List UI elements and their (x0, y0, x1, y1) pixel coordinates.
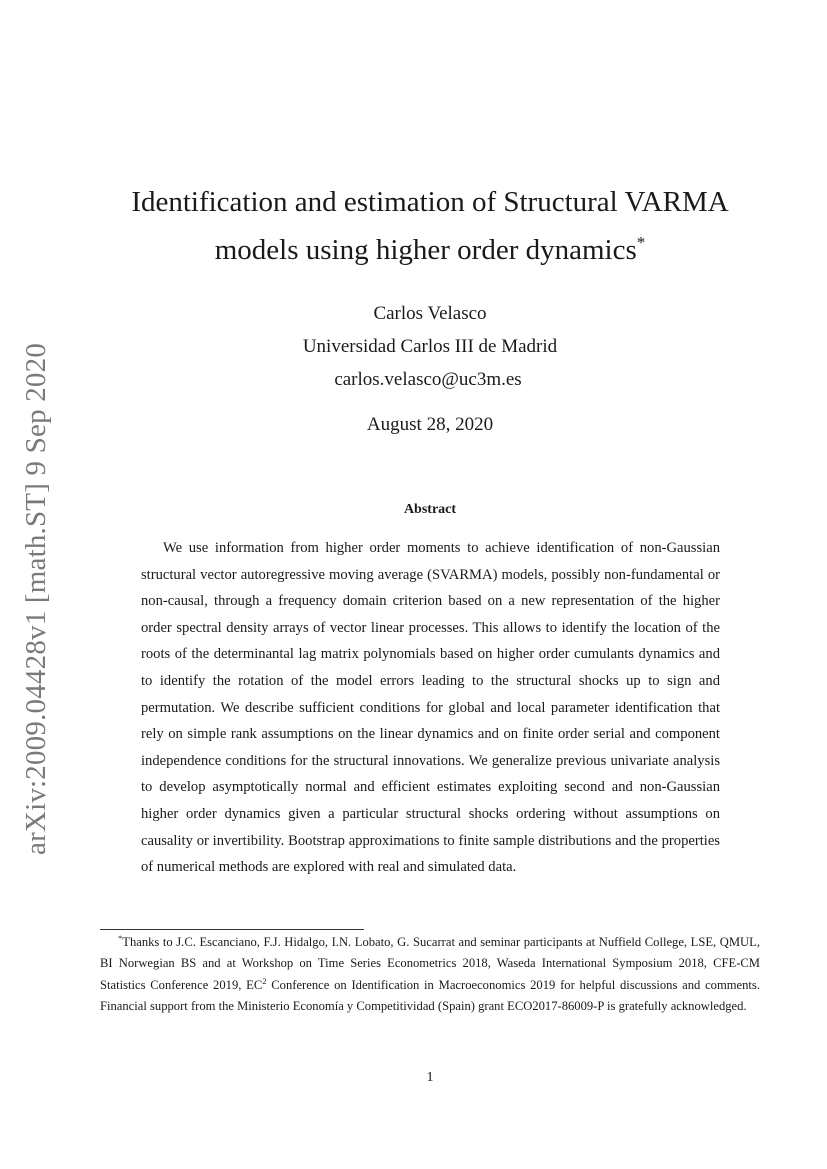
title-footnote (100, 932, 760, 1018)
title-line-2-text: models using higher order dynamics (214, 234, 637, 266)
arxiv-identifier-stamp: arXiv:2009.04428v1 [math.ST] 9 Sep 2020 (20, 342, 52, 855)
footnote-text-part-2: Conference on Identification in Macroeconomics 2019 for helpful discussions and comments. Financial support from the Ministerio Economía y Competitividad (Spain) grant ECO2017-86009-P is gratefully acknowledged. (100, 977, 760, 1014)
paper-title (100, 178, 760, 274)
abstract-heading: Abstract (403, 502, 457, 517)
footnote-text-part-1: Thanks to J.C. Escanciano, F.J. Hidalgo, I.N. Lobato, G. Sucarrat and seminar participants at Nuffield College, LSE, QMUL, BI Norwegian BS and at Workshop on Time Series Econometrics 2018, Waseda International Symposium 2018, CFE-CM Statistics Conference 2019, EC (100, 935, 760, 992)
author-affiliation: Universidad Carlos III de Madrid (302, 336, 558, 357)
title-line-2 (100, 226, 760, 274)
footnote-superscript: 2 (262, 975, 267, 986)
title-footnote-marker: * (636, 233, 646, 252)
abstract-text: We use information from higher order moments to achieve identification of non-Gaussian structural vector autoregressive moving average (SVARMA) models, possibly non-fundamental or non-causal, through a frequency domain criterion based on a new representation of the higher order spectral density arrays of vector linear processes. This allows to identify the location of the roots of the determinantal lag matrix polynomials based on higher order cumulants dynamics and to identify the rotation of the model errors leading to the structural shocks up to sign and permutation. We describe sufficient conditions for global and local parameter identification that rely on simple rank assumptions on the linear dynamics and on finite order serial and component independence conditions for the structural innovations. We generalize previous univariate analysis to develop asymptotically normal and efficient estimates exploiting second and non-Gaussian higher order dynamics given a particular structural shocks ordering without assumptions on causality or invertibility. Bootstrap approximations to finite sample distributions and the properties of numerical methods are explored with real and simulated data. (141, 540, 720, 876)
page-number: 1 (426, 1070, 434, 1085)
paper-date: August 28, 2020 (366, 414, 494, 435)
author-name: Carlos Velasco (373, 303, 487, 324)
footnote-divider (100, 929, 364, 930)
title-line-1: Identification and estimation of Structural VARMA (131, 186, 729, 218)
author-block (100, 297, 760, 441)
author-email: carlos.velasco@uc3m.es (334, 369, 522, 390)
footnote-marker: * (118, 933, 123, 943)
